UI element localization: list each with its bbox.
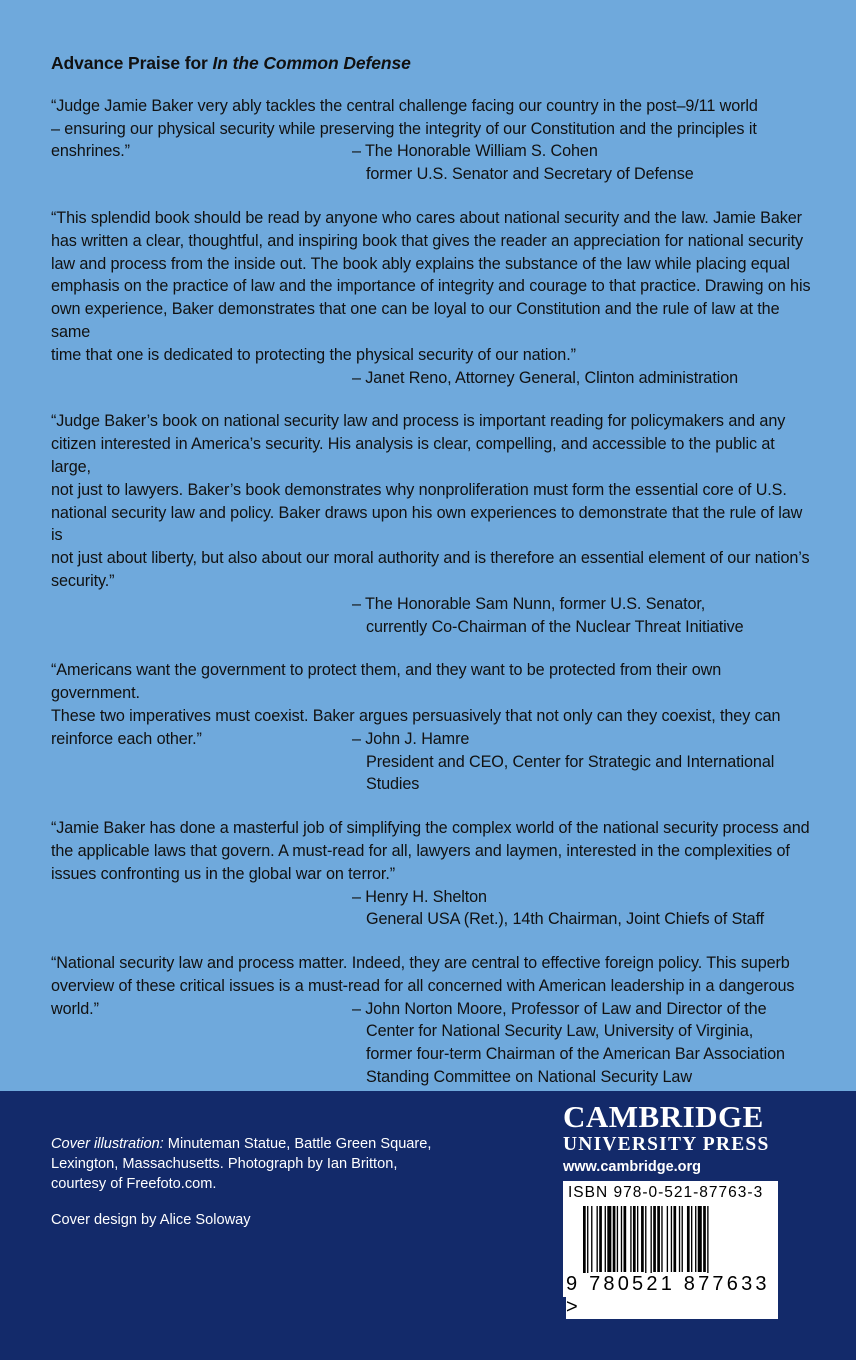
barcode-digits: 9 780521 877633 > [566, 1273, 778, 1319]
praise-section [51, 52, 811, 1110]
barcode-bar [698, 1206, 702, 1272]
illustration-text: Minuteman Statue, Battle Green Square, Lexington, Massachusetts. Photograph by Ian Britton, courtesy of Freefoto.com. [51, 1136, 432, 1192]
heading-prefix: Advance Praise for [51, 53, 213, 73]
quote-attribution-line: – John Norton Moore, Professor of Law and Director of the [352, 999, 767, 1018]
quote-last-line [51, 140, 811, 163]
publisher-name: CAMBRIDGE [563, 1099, 764, 1134]
quote-text [51, 659, 811, 727]
quote-line: has written a clear, thoughtful, and inspiring book that gives the reader an appreciation for national security [51, 231, 803, 250]
quote-line: own experience, Baker demonstrates that one can be loyal to our Constitution and the rule of law at the same [51, 300, 780, 341]
quote-attribution-line: currently Co-Chairman of the Nuclear Threat Initiative [366, 617, 744, 636]
praise-quote [51, 659, 811, 796]
quote-attribution-line: – John J. Hamre [352, 729, 470, 748]
quote-attribution-line: former U.S. Senator and Secretary of Defense [366, 165, 694, 184]
barcode-bar [641, 1206, 644, 1272]
barcode-bar [621, 1206, 622, 1272]
praise-heading [51, 52, 811, 75]
quote-last-line [51, 998, 811, 1021]
barcode-bar [583, 1206, 586, 1278]
quote-attribution-line: – The Honorable Sam Nunn, former U.S. Senator, [352, 594, 706, 613]
book-title: In the Common Defense [212, 53, 411, 73]
barcode-bar [687, 1206, 690, 1272]
barcode-bar [695, 1206, 696, 1272]
barcode-bar [651, 1206, 652, 1278]
barcode-bar [597, 1206, 598, 1272]
quote-line: law and process from the inside out. The book ably explains the substance of the law while placing equal [51, 254, 790, 273]
quote-last-line [51, 728, 811, 751]
praise-quote [51, 207, 811, 389]
barcode-bar [605, 1206, 606, 1272]
quote-line: time that one is dedicated to protecting the physical security of our nation.” [51, 345, 576, 364]
quote-line: national security law and policy. Baker draws upon his own experiences to demonstrate that the rule of law is [51, 503, 803, 545]
quote-line: These two imperatives must coexist. Baker argues persuasively that not only can they coexist, they can [51, 706, 781, 725]
quote-attribution-line: – Janet Reno, Attorney General, Clinton administration [352, 368, 739, 387]
isbn-label: ISBN 978-0-521-87763-3 [568, 1184, 764, 1201]
barcode-bar [691, 1206, 692, 1272]
quote-line: the applicable laws that govern. A must-read for all, lawyers and laymen, interested in the complexities of [51, 841, 790, 860]
quote-attribution-line: former four-term Chairman of the American Bar Association [366, 1045, 785, 1064]
barcode-bar [673, 1206, 676, 1272]
quote-line: not just about liberty, but also about our moral authority and is therefore an essential element of our nation’s [51, 549, 810, 568]
barcode-bar [653, 1206, 656, 1272]
barcode-bar [599, 1206, 602, 1272]
quote-line: “This splendid book should be read by anyone who cares about national security and the law. Jamie Baker [51, 208, 802, 227]
quote-line: “Americans want the government to protect them, and they want to be protected from their own government. [51, 661, 722, 703]
praise-quote [51, 410, 811, 638]
cover-illustration-credit [51, 1134, 451, 1194]
quote-text [51, 952, 811, 998]
quote-line: overview of these critical issues is a must-read for all concerned with American leadership in a dangerous [51, 976, 795, 995]
quote-line: issues confronting us in the global war on terror.” [51, 864, 396, 883]
barcode-bar [707, 1206, 708, 1278]
barcode-bars [583, 1206, 763, 1278]
barcode-bar [682, 1206, 683, 1272]
quote-attribution-line: – Henry H. Shelton [352, 887, 487, 906]
quote-line: emphasis on the practice of law and the importance of integrity and courage to that practice. Drawing on his [51, 277, 811, 296]
quote-attribution [352, 751, 811, 797]
barcode-bar [617, 1206, 618, 1272]
cover-design-credit: Cover design by Alice Soloway [51, 1212, 251, 1228]
barcode-bar [607, 1206, 611, 1272]
praise-quote [51, 952, 811, 1089]
praise-quote [51, 817, 811, 931]
quote-text [51, 95, 811, 141]
quote-text [51, 817, 811, 885]
quote-attribution-line: President and CEO, Center for Strategic and International Studies [366, 752, 775, 794]
quote-line: security.” [51, 571, 115, 590]
barcode-bar [591, 1206, 592, 1272]
quote-tail: world.” [51, 999, 99, 1018]
publisher-url: www.cambridge.org [563, 1159, 702, 1175]
barcode-bar [613, 1206, 616, 1272]
quote-attribution [352, 593, 811, 639]
barcode-bar [645, 1206, 646, 1278]
praise-quote [51, 95, 811, 186]
quote-attribution [352, 163, 811, 186]
barcode-bar [657, 1206, 660, 1272]
quote-attribution [352, 367, 811, 390]
cover-credits [51, 1134, 451, 1246]
barcode-bar [587, 1206, 588, 1278]
quote-line: – ensuring our physical security while preserving the integrity of our Constitution and the principles it [51, 119, 757, 138]
illustration-label: Cover illustration: [51, 1136, 164, 1152]
quote-tail: reinforce each other.” [51, 729, 202, 748]
barcode-bar [637, 1206, 638, 1272]
quote-attribution-line: General USA (Ret.), 14th Chairman, Joint Chiefs of Staff [366, 910, 765, 929]
barcode-bar [633, 1206, 636, 1272]
barcode-bar [671, 1206, 672, 1272]
quote-attribution-line: – The Honorable William S. Cohen [352, 142, 598, 161]
quote-line: “National security law and process matter. Indeed, they are central to effective foreign policy. This superb [51, 954, 790, 973]
barcode-bar [703, 1206, 706, 1272]
quote-line: citizen interested in America’s security. His analysis is clear, compelling, and accessible to the public at large, [51, 435, 775, 476]
quote-text [51, 410, 811, 592]
quote-list [51, 95, 811, 1089]
barcode-bar [679, 1206, 680, 1272]
quote-attribution [352, 1020, 811, 1088]
barcode-bar [667, 1206, 668, 1272]
quote-tail: enshrines.” [51, 142, 130, 161]
quote-attribution-line: Center for National Security Law, University of Virginia, [366, 1022, 754, 1041]
quote-line: “Jamie Baker has done a masterful job of simplifying the complex world of the national security process and [51, 819, 810, 838]
quote-line: not just to lawyers. Baker’s book demonstrates why nonproliferation must form the essential core of U.S. [51, 480, 787, 499]
quote-attribution-line: Standing Committee on National Security Law [366, 1068, 692, 1087]
publisher-logo [563, 1100, 793, 1175]
quote-attribution [352, 886, 811, 932]
quote-line: “Judge Jamie Baker very ably tackles the central challenge facing our country in the post–9/11 world [51, 96, 758, 115]
barcode-bar [624, 1206, 627, 1272]
barcode-bar [630, 1206, 631, 1272]
publisher-subname: UNIVERSITY PRESS [563, 1134, 770, 1155]
barcode-bar [661, 1206, 662, 1272]
quote-line: “Judge Baker’s book on national security law and process is important reading for policymakers and any [51, 412, 786, 431]
quote-text [51, 207, 811, 367]
isbn-barcode [563, 1181, 778, 1318]
